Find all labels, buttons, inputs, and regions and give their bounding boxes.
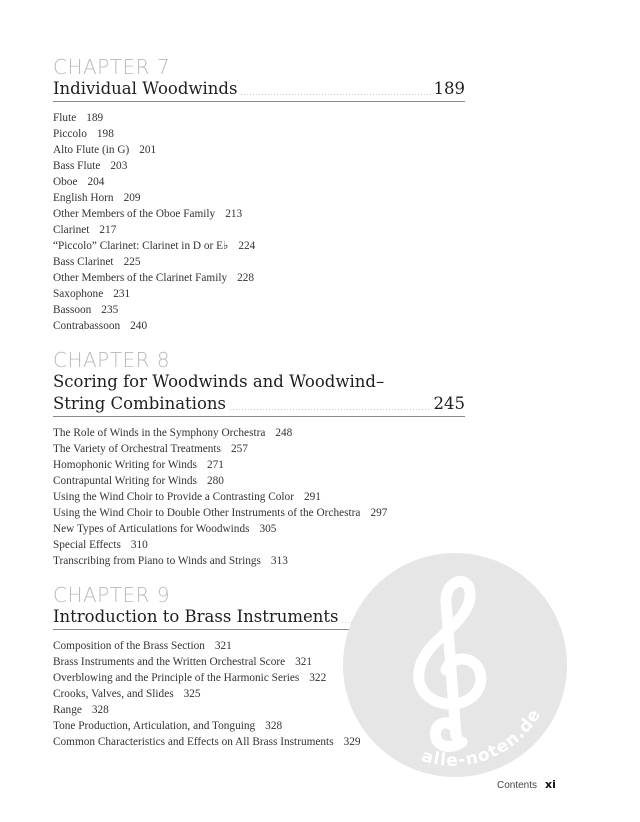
- chapter-7: [53, 56, 465, 334]
- page-number: xi: [545, 778, 556, 791]
- entry-page-number: 328: [265, 720, 283, 732]
- chapter-label: CHAPTER 7: [53, 55, 171, 79]
- entry-title: Oboe: [53, 176, 78, 188]
- entry-page-number: 271: [206, 459, 224, 471]
- toc-entry[interactable]: [53, 473, 465, 489]
- entry-title: Bassoon: [53, 304, 92, 316]
- entry-page-number: 209: [123, 192, 141, 204]
- toc-entry[interactable]: [53, 206, 465, 222]
- entry-title: The Role of Winds in the Symphony Orchestra: [53, 427, 266, 439]
- entry-page-number: 297: [370, 507, 388, 519]
- entry-title: Range: [53, 704, 82, 716]
- dot-leader: [240, 94, 430, 95]
- entry-list: [53, 425, 465, 569]
- watermark-text: alle-noten.de: [419, 705, 546, 771]
- entry-title: New Types of Articulations for Woodwinds: [53, 523, 250, 535]
- entry-page-number: 329: [343, 736, 361, 748]
- toc-entry[interactable]: [53, 302, 465, 318]
- entry-title: Other Members of the Oboe Family: [53, 208, 216, 220]
- chapter-title-line-1[interactable]: Scoring for Woodwinds and Woodwind–: [53, 372, 385, 391]
- entry-title: Common Characteristics and Effects on All Brass Instruments: [53, 736, 334, 748]
- entry-page-number: 291: [303, 491, 321, 503]
- chapter-page-number: 245: [433, 394, 465, 413]
- entry-title: Using the Wind Choir to Provide a Contrasting Color: [53, 491, 294, 503]
- entry-page-number: 325: [183, 688, 201, 700]
- toc-entry[interactable]: [53, 441, 465, 457]
- watermark-logo: [342, 552, 568, 778]
- entry-page-number: 328: [91, 704, 109, 716]
- entry-title: Overblowing and the Principle of the Harmonic Series: [53, 672, 300, 684]
- entry-page-number: 201: [139, 144, 157, 156]
- toc-entry[interactable]: [53, 425, 465, 441]
- toc-entry[interactable]: [53, 457, 465, 473]
- entry-title: “Piccolo” Clarinet: Clarinet in D or E♭: [53, 240, 229, 252]
- entry-title: Using the Wind Choir to Double Other Instruments of the Orchestra: [53, 507, 361, 519]
- entry-title: Flute: [53, 112, 77, 124]
- toc-entry[interactable]: [53, 238, 465, 254]
- toc-entry[interactable]: [53, 190, 465, 206]
- entry-title: Saxophone: [53, 288, 104, 300]
- entry-page-number: 204: [87, 176, 105, 188]
- entry-title: Special Effects: [53, 539, 121, 551]
- entry-page-number: 235: [101, 304, 119, 316]
- entry-title: English Horn: [53, 192, 114, 204]
- entry-title: Homophonic Writing for Winds: [53, 459, 197, 471]
- toc-entry[interactable]: [53, 537, 465, 553]
- entry-page-number: 203: [110, 160, 128, 172]
- chapter-title: String Combinations: [53, 394, 226, 413]
- dot-leader: [229, 409, 431, 410]
- entry-page-number: 322: [309, 672, 327, 684]
- entry-title: Composition of the Brass Section: [53, 640, 205, 652]
- entry-page-number: 321: [295, 656, 313, 668]
- entry-page-number: 225: [123, 256, 141, 268]
- entry-title: Contrapuntal Writing for Winds: [53, 475, 197, 487]
- page-footer: [497, 778, 556, 791]
- entry-page-number: 217: [99, 224, 117, 236]
- chapter-title-line[interactable]: [53, 78, 465, 102]
- entry-page-number: 240: [130, 320, 148, 332]
- footer-label: Contents: [497, 780, 538, 791]
- entry-title: Other Members of the Clarinet Family: [53, 272, 228, 284]
- toc-entry[interactable]: [53, 158, 465, 174]
- toc-entry[interactable]: [53, 142, 465, 158]
- entry-title: The Variety of Orchestral Treatments: [53, 443, 221, 455]
- entry-title: Crooks, Valves, and Slides: [53, 688, 174, 700]
- entry-page-number: 213: [225, 208, 243, 220]
- entry-page-number: 189: [86, 112, 104, 124]
- entry-page-number: 198: [96, 128, 114, 140]
- entry-title: Transcribing from Piano to Winds and Strings: [53, 555, 261, 567]
- entry-page-number: 228: [237, 272, 255, 284]
- chapter-title: Individual Woodwinds: [53, 79, 238, 98]
- entry-page-number: 305: [259, 523, 277, 535]
- toc-entry[interactable]: [53, 174, 465, 190]
- entry-title: Brass Instruments and the Written Orchestral Score: [53, 656, 286, 668]
- entry-page-number: 231: [113, 288, 131, 300]
- entry-page-number: 310: [130, 539, 148, 551]
- chapter-label: CHAPTER 9: [53, 583, 171, 607]
- entry-page-number: 280: [206, 475, 224, 487]
- entry-title: Clarinet: [53, 224, 90, 236]
- toc-entry[interactable]: [53, 521, 465, 537]
- entry-list: [53, 110, 465, 334]
- toc-entry[interactable]: [53, 270, 465, 286]
- toc-entry[interactable]: [53, 222, 465, 238]
- entry-title: Tone Production, Articulation, and Tonguing: [53, 720, 256, 732]
- toc-entry[interactable]: [53, 489, 465, 505]
- chapter-8: [53, 349, 465, 569]
- entry-title: Bass Clarinet: [53, 256, 114, 268]
- chapter-title: Introduction to Brass Instruments: [53, 607, 339, 626]
- entry-title: Contrabassoon: [53, 320, 121, 332]
- entry-page-number: 321: [214, 640, 232, 652]
- toc-entry[interactable]: [53, 126, 465, 142]
- toc-entry[interactable]: [53, 286, 465, 302]
- entry-page-number: 313: [270, 555, 288, 567]
- chapter-page-number: 189: [433, 79, 465, 98]
- entry-page-number: 224: [238, 240, 256, 252]
- entry-title: Piccolo: [53, 128, 87, 140]
- toc-entry[interactable]: [53, 254, 465, 270]
- entry-title: Alto Flute (in G): [53, 144, 130, 156]
- chapter-title-line[interactable]: [53, 393, 465, 417]
- entry-page-number: 248: [275, 427, 293, 439]
- toc-entry[interactable]: [53, 318, 465, 334]
- entry-page-number: 257: [230, 443, 248, 455]
- toc-entry[interactable]: [53, 505, 465, 521]
- toc-entry[interactable]: [53, 110, 465, 126]
- entry-title: Bass Flute: [53, 160, 101, 172]
- chapter-label: CHAPTER 8: [53, 348, 171, 372]
